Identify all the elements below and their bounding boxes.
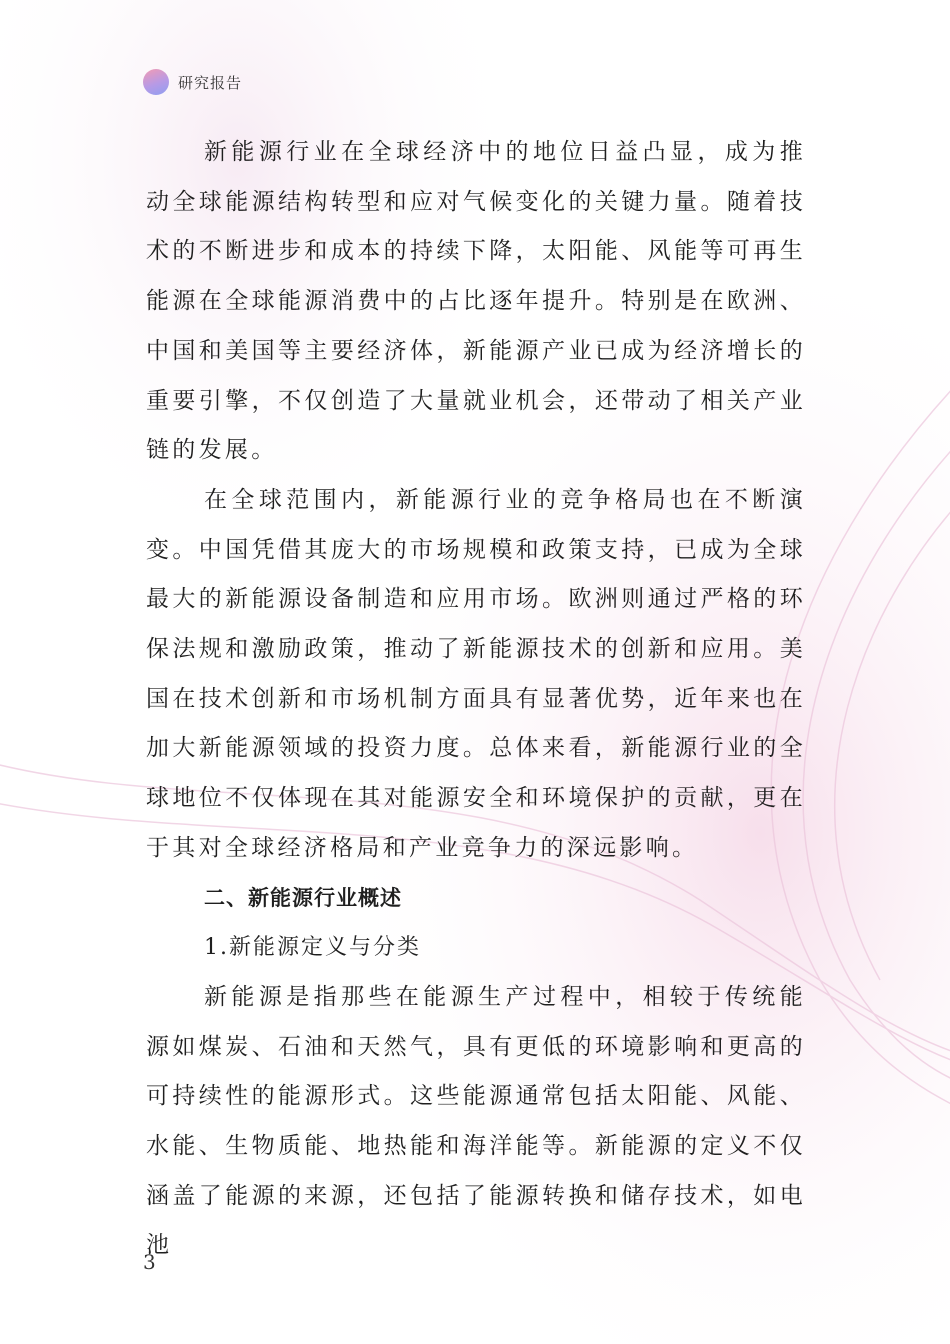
document-body [146, 128, 806, 1271]
report-logo-icon [143, 69, 169, 95]
subsection-heading: 1.新能源定义与分类 [204, 935, 421, 961]
body-paragraph: 新能源是指那些在能源生产过程中，相较于传统能源如煤炭、石油和天然气，具有更低的环境影响和更高的可持续性的能源形式。这些能源通常包括太阳能、风能、水能、生物质能、地热能和海洋能等。新能源的定义不仅涵盖了能源的来源，还包括了能源转换和储存技术，如电池 [146, 983, 806, 1259]
header-title: 研究报告 [178, 73, 243, 92]
body-paragraph: 在全球范围内，新能源行业的竞争格局也在不断演变。中国凭借其庞大的市场规模和政策支持，已成为全球最大的新能源设备制造和应用市场。欧洲则通过严格的环保法规和激励政策，推动了新能源技术的创新和应用。美国在技术创新和市场机制方面具有显著优势，近年来也在加大新能源领域的投资力度。总体来看，新能源行业的全球地位不仅体现在其对能源安全和环境保护的贡献，更在于其对全球经济格局和产业竞争力的深远影响。 [146, 486, 806, 861]
report-header [143, 67, 242, 97]
body-paragraph: 新能源行业在全球经济中的地位日益凸显，成为推动全球能源结构转型和应对气候变化的关键力量。随着技术的不断进步和成本的持续下降，太阳能、风能等可再生能源在全球能源消费中的占比逐年提升。特别是在欧洲、中国和美国等主要经济体，新能源产业已成为经济增长的重要引擎，不仅创造了大量就业机会，还带动了相关产业链的发展。 [146, 139, 806, 464]
section-heading: 二、新能源行业概述 [204, 885, 402, 910]
page-number: 3 [143, 1250, 156, 1274]
